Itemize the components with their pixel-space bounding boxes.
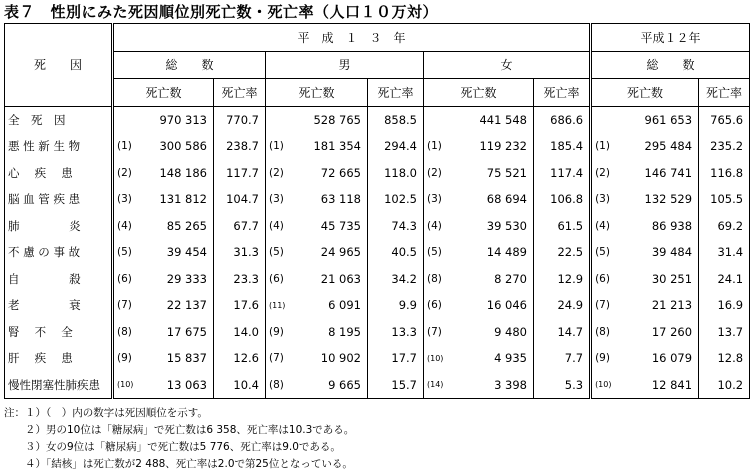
male-deaths-header: 死亡数 bbox=[266, 79, 368, 107]
h12-rank: (7) bbox=[591, 292, 613, 319]
female-rank: (6) bbox=[427, 299, 442, 312]
male-rank: (1) bbox=[269, 140, 284, 153]
male-deaths: 8 195 bbox=[288, 319, 368, 346]
female-rank: (14) bbox=[424, 372, 446, 399]
male-rank: (3) bbox=[269, 193, 284, 206]
male-rate: 294.4 bbox=[368, 133, 424, 160]
cause-label bbox=[5, 292, 113, 319]
male-deaths: 181 354 bbox=[288, 133, 368, 160]
total-rank: (4) bbox=[113, 213, 135, 240]
h12-rate: 13.7 bbox=[699, 319, 750, 346]
footnote-3: ３）女の9位は「糖尿病」で死亡数は5 776、死亡率は9.0である。 bbox=[4, 441, 341, 453]
cause-label bbox=[5, 319, 113, 346]
female-rank: (10) bbox=[427, 353, 444, 363]
h12-rate: 10.2 bbox=[699, 372, 750, 399]
female-deaths: 4 935 bbox=[446, 345, 534, 372]
female-deaths: 75 521 bbox=[446, 160, 534, 187]
h12-rank: (10) bbox=[591, 372, 613, 399]
male-deaths: 45 735 bbox=[288, 213, 368, 240]
h12-deaths: 12 841 bbox=[613, 372, 699, 399]
male-rate: 858.5 bbox=[368, 106, 424, 133]
male-rank: (11) bbox=[269, 300, 286, 310]
total-rate: 10.4 bbox=[214, 372, 266, 399]
female-rank: (2) bbox=[427, 166, 442, 179]
total-deaths: 22 137 bbox=[135, 292, 214, 319]
cause-text: 悪 性 新 生 物 bbox=[8, 139, 81, 154]
total-deaths: 131 812 bbox=[135, 186, 214, 213]
footnotes bbox=[4, 405, 354, 473]
male-deaths: 528 765 bbox=[288, 106, 368, 133]
female-rate: 24.9 bbox=[534, 292, 591, 319]
cause-label bbox=[5, 372, 113, 399]
female-deaths: 119 232 bbox=[446, 133, 534, 160]
total-rate: 238.7 bbox=[214, 133, 266, 160]
h12-deaths: 21 213 bbox=[613, 292, 699, 319]
male-rank: (4) bbox=[269, 219, 284, 232]
female-rank: (7) bbox=[427, 325, 442, 338]
total-deaths: 13 063 bbox=[135, 372, 214, 399]
cause-text: 腎 不 全 bbox=[8, 324, 73, 339]
total-deaths: 17 675 bbox=[135, 319, 214, 346]
male-deaths: 10 902 bbox=[288, 345, 368, 372]
h12-deaths-header: 死亡数 bbox=[591, 79, 699, 107]
table-row bbox=[5, 319, 750, 346]
total-rank: (10) bbox=[113, 372, 135, 399]
h12-deaths: 17 260 bbox=[613, 319, 699, 346]
footnote-2: ２）男の10位は「糖尿病」で死亡数は6 358、死亡率は10.3である。 bbox=[4, 424, 355, 436]
male-deaths: 9 665 bbox=[288, 372, 368, 399]
h12-rank: (4) bbox=[591, 213, 613, 240]
total-rank: (8) bbox=[113, 319, 135, 346]
table-row bbox=[5, 133, 750, 160]
female-rank: (1) bbox=[427, 140, 442, 153]
female-header: 女 bbox=[424, 51, 591, 79]
female-rate: 185.4 bbox=[534, 133, 591, 160]
cause-label bbox=[5, 133, 113, 160]
cause-label bbox=[5, 345, 113, 372]
total-rank: (2) bbox=[113, 160, 135, 187]
h12-rank: (6) bbox=[591, 266, 613, 293]
h12-rank: (8) bbox=[591, 319, 613, 346]
h12-rate: 235.2 bbox=[699, 133, 750, 160]
male-rate: 118.0 bbox=[368, 160, 424, 187]
cause-label bbox=[5, 213, 113, 240]
male-deaths: 6 091 bbox=[288, 292, 368, 319]
male-deaths: 21 063 bbox=[288, 266, 368, 293]
female-rate: 5.3 bbox=[534, 372, 591, 399]
cause-text: 心 疾 患 bbox=[8, 165, 73, 180]
h12-rate: 765.6 bbox=[699, 106, 750, 133]
female-rate: 686.6 bbox=[534, 106, 591, 133]
table-row bbox=[5, 106, 750, 133]
female-deaths: 8 270 bbox=[446, 266, 534, 293]
female-deaths: 441 548 bbox=[446, 106, 534, 133]
total-rate-header: 死亡率 bbox=[214, 79, 266, 107]
total-deaths: 148 186 bbox=[135, 160, 214, 187]
male-rank: (8) bbox=[266, 372, 288, 399]
cause-label bbox=[5, 239, 113, 266]
male-rank: (6) bbox=[269, 272, 284, 285]
male-rate: 34.2 bbox=[368, 266, 424, 293]
female-deaths: 68 694 bbox=[446, 186, 534, 213]
cause-label bbox=[5, 266, 113, 293]
h12-deaths: 961 653 bbox=[613, 106, 699, 133]
year-h13-header: 平 成 １ ３ 年 bbox=[113, 24, 591, 52]
female-rate-header: 死亡率 bbox=[534, 79, 591, 107]
male-rate: 40.5 bbox=[368, 239, 424, 266]
male-rank: (7) bbox=[269, 352, 284, 365]
h12-rank: (9) bbox=[591, 345, 613, 372]
male-header: 男 bbox=[266, 51, 424, 79]
female-rate: 61.5 bbox=[534, 213, 591, 240]
total-rank: (5) bbox=[113, 239, 135, 266]
h12-rate: 16.9 bbox=[699, 292, 750, 319]
cause-label bbox=[5, 106, 113, 133]
h12-rate: 69.2 bbox=[699, 213, 750, 240]
female-deaths-header: 死亡数 bbox=[424, 79, 534, 107]
total-rate: 23.3 bbox=[214, 266, 266, 293]
total-deaths-header: 死亡数 bbox=[113, 79, 214, 107]
cause-text: 自 殺 bbox=[8, 271, 81, 286]
total-deaths: 15 837 bbox=[135, 345, 214, 372]
total-deaths: 29 333 bbox=[135, 266, 214, 293]
table-row bbox=[5, 345, 750, 372]
male-rank: (9) bbox=[269, 325, 284, 338]
female-rank bbox=[424, 106, 446, 133]
female-rate: 117.4 bbox=[534, 160, 591, 187]
female-rate: 12.9 bbox=[534, 266, 591, 293]
cause-label bbox=[5, 160, 113, 187]
table-row bbox=[5, 186, 750, 213]
male-rate: 13.3 bbox=[368, 319, 424, 346]
mortality-table bbox=[4, 23, 750, 399]
total-rank: (1) bbox=[113, 133, 135, 160]
female-rate: 22.5 bbox=[534, 239, 591, 266]
h12-rank: (3) bbox=[591, 186, 613, 213]
male-deaths: 24 965 bbox=[288, 239, 368, 266]
total-rate: 104.7 bbox=[214, 186, 266, 213]
male-rank: (2) bbox=[269, 166, 284, 179]
female-deaths: 16 046 bbox=[446, 292, 534, 319]
h12-rank: (1) bbox=[591, 133, 613, 160]
h12-deaths: 16 079 bbox=[613, 345, 699, 372]
female-deaths: 14 489 bbox=[446, 239, 534, 266]
male-rank: (5) bbox=[269, 246, 284, 259]
total-deaths: 970 313 bbox=[135, 106, 214, 133]
cause-text: 不 慮 の 事 故 bbox=[8, 245, 81, 260]
total-rate: 14.0 bbox=[214, 319, 266, 346]
table-row bbox=[5, 213, 750, 240]
total-rank: (7) bbox=[113, 292, 135, 319]
cause-column-header: 死 因 bbox=[5, 24, 113, 107]
cause-text: 肺 炎 bbox=[8, 218, 81, 233]
total-h12-header: 総 数 bbox=[591, 51, 750, 79]
h12-rate: 116.8 bbox=[699, 160, 750, 187]
cause-text: 慢性閉塞性肺疾患 bbox=[8, 377, 100, 392]
total-rank: (3) bbox=[113, 186, 135, 213]
h12-deaths: 39 484 bbox=[613, 239, 699, 266]
male-rate: 74.3 bbox=[368, 213, 424, 240]
male-rate: 15.7 bbox=[368, 372, 424, 399]
h12-deaths: 132 529 bbox=[613, 186, 699, 213]
cause-text: 肝 疾 患 bbox=[8, 351, 73, 366]
cause-text: 全 死 因 bbox=[8, 112, 66, 127]
female-rank: (8) bbox=[427, 272, 442, 285]
total-rate: 31.3 bbox=[214, 239, 266, 266]
total-deaths: 39 454 bbox=[135, 239, 214, 266]
footnote-1: 注：１）（ ）内の数字は死因順位を示す。 bbox=[4, 407, 208, 419]
total-rate: 17.6 bbox=[214, 292, 266, 319]
female-rank: (3) bbox=[427, 193, 442, 206]
total-header: 総 数 bbox=[113, 51, 266, 79]
h12-deaths: 86 938 bbox=[613, 213, 699, 240]
total-rate: 12.6 bbox=[214, 345, 266, 372]
year-h12-header: 平成１２年 bbox=[591, 24, 750, 52]
female-rank: (4) bbox=[427, 219, 442, 232]
male-deaths: 72 665 bbox=[288, 160, 368, 187]
female-rate: 7.7 bbox=[534, 345, 591, 372]
table-row bbox=[5, 292, 750, 319]
cause-label bbox=[5, 186, 113, 213]
table-row bbox=[5, 160, 750, 187]
h12-deaths: 146 741 bbox=[613, 160, 699, 187]
table-row bbox=[5, 266, 750, 293]
h12-rate-header: 死亡率 bbox=[699, 79, 750, 107]
h12-rate: 24.1 bbox=[699, 266, 750, 293]
male-rate: 17.7 bbox=[368, 345, 424, 372]
male-rank bbox=[266, 106, 288, 133]
female-deaths: 39 530 bbox=[446, 213, 534, 240]
total-rate: 117.7 bbox=[214, 160, 266, 187]
cause-text: 脳 血 管 疾 患 bbox=[8, 192, 81, 207]
h12-rank bbox=[591, 106, 613, 133]
table-row bbox=[5, 372, 750, 399]
male-deaths: 63 118 bbox=[288, 186, 368, 213]
total-rank: (6) bbox=[113, 266, 135, 293]
total-rank bbox=[113, 106, 135, 133]
cause-text: 老 衰 bbox=[8, 298, 81, 313]
female-rate: 14.7 bbox=[534, 319, 591, 346]
female-deaths: 3 398 bbox=[446, 372, 534, 399]
male-rate: 9.9 bbox=[368, 292, 424, 319]
h12-rate: 12.8 bbox=[699, 345, 750, 372]
h12-rank: (2) bbox=[591, 160, 613, 187]
male-rate: 102.5 bbox=[368, 186, 424, 213]
table-title: 表７ 性別にみた死因順位別死亡数・死亡率（人口１０万対） bbox=[4, 3, 439, 21]
total-rate: 770.7 bbox=[214, 106, 266, 133]
footnote-4: ４）「結核」は死亡数が2 488、死亡率は2.0で第25位となっている。 bbox=[4, 458, 353, 470]
h12-rank: (5) bbox=[591, 239, 613, 266]
total-rate: 67.7 bbox=[214, 213, 266, 240]
h12-deaths: 30 251 bbox=[613, 266, 699, 293]
total-deaths: 300 586 bbox=[135, 133, 214, 160]
male-rate-header: 死亡率 bbox=[368, 79, 424, 107]
table-row bbox=[5, 239, 750, 266]
female-rank: (5) bbox=[427, 246, 442, 259]
female-deaths: 9 480 bbox=[446, 319, 534, 346]
total-deaths: 85 265 bbox=[135, 213, 214, 240]
h12-rate: 105.5 bbox=[699, 186, 750, 213]
female-rate: 106.8 bbox=[534, 186, 591, 213]
h12-deaths: 295 484 bbox=[613, 133, 699, 160]
total-rank: (9) bbox=[113, 345, 135, 372]
h12-rate: 31.4 bbox=[699, 239, 750, 266]
